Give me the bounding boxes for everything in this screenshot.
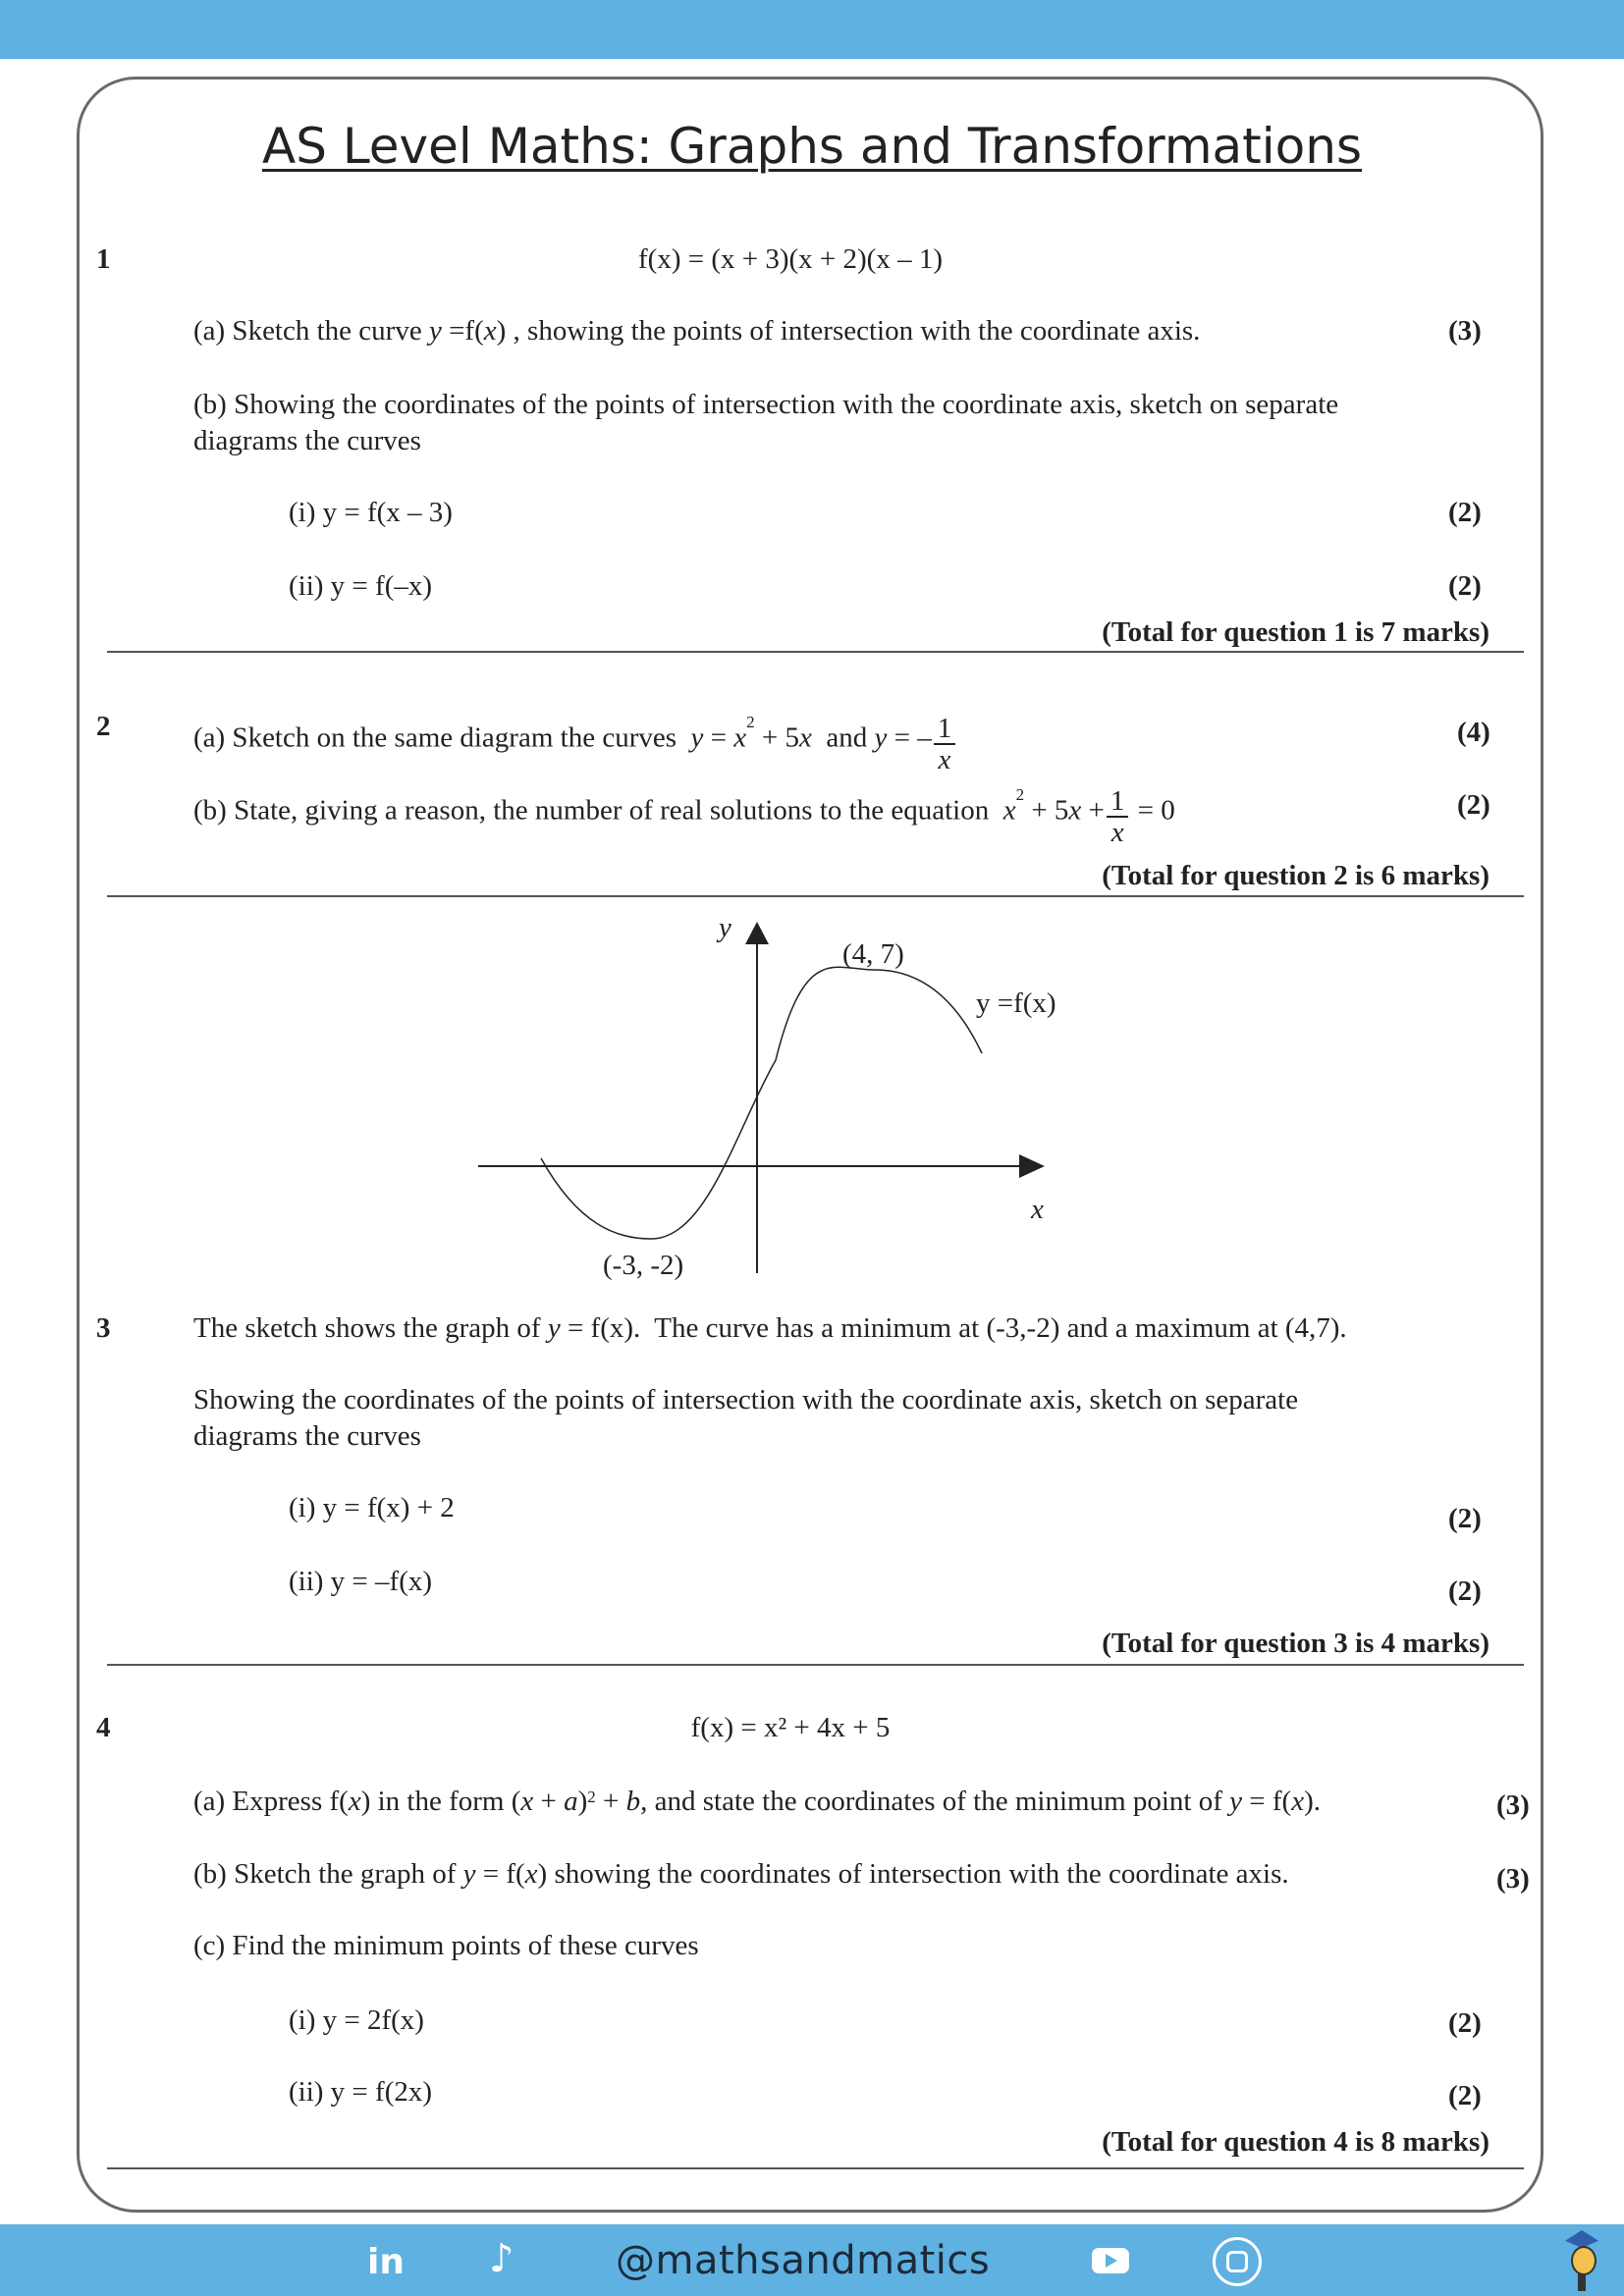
q2-a-text: (a) Sketch on the same diagram the curves	[193, 721, 677, 754]
tiktok-icon[interactable]: ♪	[489, 2236, 514, 2281]
curve-label: y =f(x)	[976, 988, 1056, 1019]
q1-total: (Total for question 1 is 7 marks)	[1102, 616, 1489, 648]
linkedin-icon[interactable]: in	[367, 2242, 405, 2282]
marks: (3)	[1448, 315, 1482, 347]
maximum-label: (4, 7)	[842, 938, 904, 970]
q2-part-a: (a) Sketch on the same diagram the curves $y = x^2 + 5x$ and y = – $\frac{1}{x}$	[193, 710, 957, 771]
q1-part-ii: (ii) y = f(–x)	[289, 570, 433, 602]
question-number: 4	[96, 1712, 111, 1743]
social-handle[interactable]: @mathsandmatics	[616, 2238, 991, 2283]
q2-total: (Total for question 2 is 6 marks)	[1102, 860, 1489, 891]
q3-instruction-cont: diagrams the curves	[193, 1420, 421, 1452]
x-axis-label: x	[1031, 1194, 1044, 1225]
q4-formula: f(x) = x² + 4x + 5	[690, 1712, 891, 1743]
marks: (2)	[1448, 570, 1482, 602]
instagram-icon[interactable]	[1213, 2237, 1262, 2286]
q1-formula: f(x) = (x + 3)(x + 2)(x – 1)	[638, 243, 943, 275]
minimum-label: (-3, -2)	[603, 1250, 684, 1281]
q1-part-b-cont: diagrams the curves	[193, 425, 421, 456]
q3-total: (Total for question 3 is 4 marks)	[1102, 1628, 1489, 1659]
marks: (2)	[1448, 497, 1482, 528]
question-number: 2	[96, 711, 111, 742]
page-title: AS Level Maths: Graphs and Transformations	[261, 118, 1363, 175]
q1-part-i: (i) y = f(x – 3)	[289, 497, 453, 528]
q4-total: (Total for question 4 is 8 marks)	[1102, 2126, 1489, 2158]
q1-part-b: (b) Showing the coordinates of the points of intersection with the coordinate axis, sketch on separate	[193, 389, 1339, 420]
q2-b-text: (b) State, giving a reason, the number of real solutions to the equation	[193, 794, 990, 827]
q4-part-i: (i) y = 2f(x)	[289, 2004, 424, 2036]
marks: (3)	[1496, 1863, 1530, 1895]
marks: (4)	[1457, 717, 1490, 748]
youtube-icon[interactable]	[1092, 2248, 1129, 2273]
marks: (3)	[1496, 1789, 1530, 1821]
marks: (2)	[1448, 1575, 1482, 1607]
divider	[107, 2167, 1524, 2169]
q4-part-c: (c) Find the minimum points of these curves	[193, 1930, 699, 1961]
curve	[541, 967, 982, 1239]
question-number: 1	[96, 243, 111, 275]
q4-part-b: (b) Sketch the graph of y = f(x) showing the coordinates of intersection with the coordinate axis.	[193, 1858, 1289, 1890]
marks: (2)	[1448, 2007, 1482, 2039]
q4-part-a: (a) Express f(x) in the form $(x + a)^2 + b$, and state the coordinates of the minimum point of y = f(x).	[193, 1786, 1321, 1817]
marks: (2)	[1448, 1503, 1482, 1534]
marks: (2)	[1448, 2080, 1482, 2111]
marks: (2)	[1457, 789, 1490, 821]
q3-instruction: Showing the coordinates of the points of intersection with the coordinate axis, sketch on separate	[193, 1384, 1299, 1415]
q2-part-b: (b) State, giving a reason, the number of real solutions to the equation $x^2 + 5x$ + $\frac{1}{x}$ = 0	[193, 785, 1175, 848]
divider	[107, 1664, 1524, 1666]
mascot-logo	[1561, 2228, 1600, 2293]
q1-part-a: (a) Sketch the curve y =f(x) , showing the points of intersection with the coordinate axis.	[193, 315, 1201, 347]
q3-text: The sketch shows the graph of y = f(x). The curve has a minimum at (-3,-2) and a maximum at (4,7).	[193, 1312, 1347, 1344]
question-number: 3	[96, 1312, 111, 1344]
q4-part-ii: (ii) y = f(2x)	[289, 2076, 433, 2108]
y-axis-arrow	[745, 922, 769, 944]
y-axis-label: y	[719, 912, 731, 943]
x-axis-arrow	[1019, 1154, 1045, 1178]
q3-part-ii: (ii) y = –f(x)	[289, 1566, 433, 1597]
q3-part-i: (i) y = f(x) + 2	[289, 1492, 455, 1523]
